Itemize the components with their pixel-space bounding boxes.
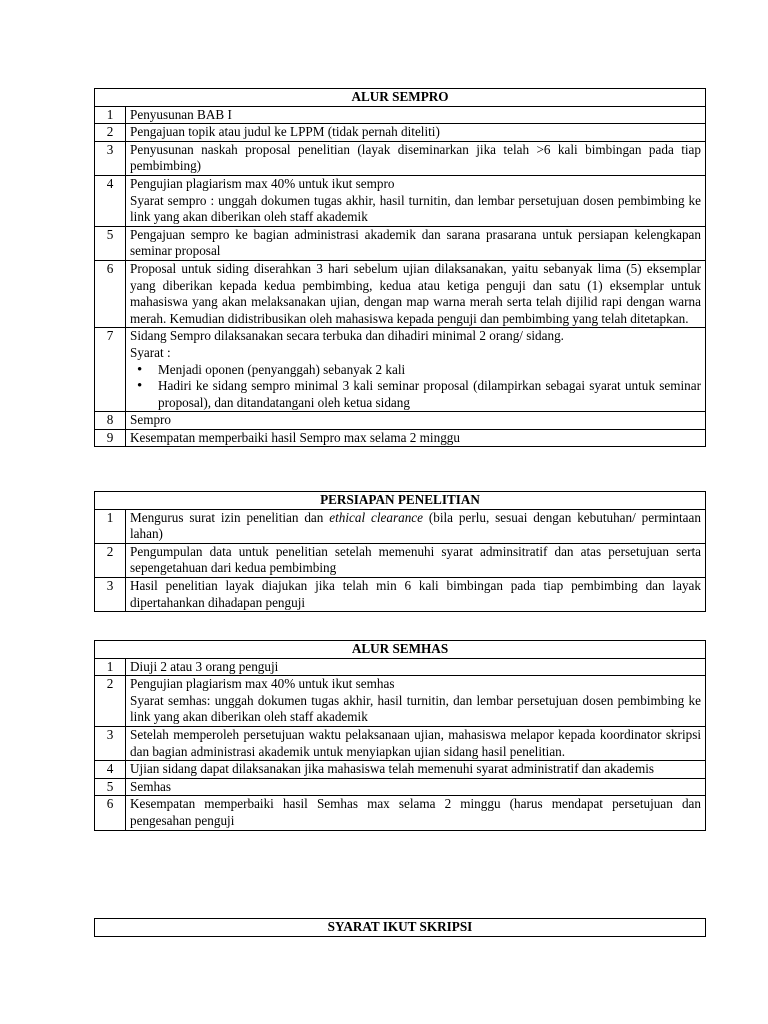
table-row bbox=[95, 328, 706, 412]
row-text-cell bbox=[126, 509, 706, 543]
table-syarat-ikut-skripsi bbox=[94, 918, 706, 937]
table-header-row bbox=[95, 641, 706, 659]
bullet-list bbox=[130, 362, 701, 412]
table-row bbox=[95, 226, 706, 260]
syarat-label: Syarat : bbox=[130, 344, 171, 360]
row-text: Diuji 2 atau 3 orang penguji bbox=[126, 658, 706, 676]
row-number: 1 bbox=[95, 106, 126, 124]
row-number: 1 bbox=[95, 658, 126, 676]
row-number: 4 bbox=[95, 761, 126, 779]
row-number: 6 bbox=[95, 260, 126, 327]
table-row bbox=[95, 141, 706, 175]
row-text: Penyusunan BAB I bbox=[126, 106, 706, 124]
table-row bbox=[95, 260, 706, 327]
row-text-italic: ethical clearance bbox=[329, 509, 423, 525]
table-row bbox=[95, 175, 706, 226]
table-alur-semhas bbox=[94, 640, 706, 831]
row-number: 5 bbox=[95, 226, 126, 260]
row-text: Pengujian plagiarism max 40% untuk ikut sempro bbox=[130, 175, 395, 191]
table-alur-sempro bbox=[94, 88, 706, 447]
table-persiapan-penelitian bbox=[94, 491, 706, 612]
table-row bbox=[95, 796, 706, 830]
table-header-row bbox=[95, 919, 706, 937]
row-text: Pengajuan sempro ke bagian administrasi akademik dan sarana prasarana untuk persiapan kelengkapan seminar proposal bbox=[126, 226, 706, 260]
table-row bbox=[95, 761, 706, 779]
table-row bbox=[95, 429, 706, 447]
row-text: Hasil penelitian layak diajukan jika telah min 6 kali bimbingan pada tiap pembimbing dan layak dipertahankan dihadapan penguji bbox=[126, 577, 706, 611]
table-title: PERSIAPAN PENELITIAN bbox=[95, 492, 706, 510]
table-row bbox=[95, 658, 706, 676]
row-text: Proposal untuk siding diserahkan 3 hari sebelum ujian dilaksanakan, yaitu sebanyak lima (5) eksemplar yang diberikan kepada kedua pembimbing, kedua atau ketiga penguji dan satu (1) eksemplar untuk mahasiswa yang akan melaksanakan ujian, dengan map warna merah serta telah dijilid rapi dengan warna merah. Kemudian didistribusikan oleh mahasiswa kepada penguji dan pembimbing yang telah ditetapkan. bbox=[126, 260, 706, 327]
row-text: Penyusunan naskah proposal penelitian (layak diseminarkan jika telah >6 kali bimbingan pada tiap pembimbing) bbox=[126, 141, 706, 175]
table-header-row bbox=[95, 89, 706, 107]
table-row bbox=[95, 676, 706, 727]
bullet-item: • Hadiri ke sidang sempro minimal 3 kali seminar proposal (dilampirkan sebagai syarat untuk seminar proposal), dan ditandatangani oleh ketua sidang bbox=[130, 378, 701, 411]
row-text: Setelah memperoleh persetujuan waktu pelaksanaan ujian, mahasiswa melapor kepada koordinator skripsi dan bagian administrasi akademik untuk menyiapkan ujian sidang hasil penelitian. bbox=[126, 726, 706, 760]
table-row bbox=[95, 412, 706, 430]
row-text: Pengujian plagiarism max 40% untuk ikut semhas bbox=[130, 676, 395, 692]
table-row bbox=[95, 778, 706, 796]
row-number: 7 bbox=[95, 328, 126, 412]
table-header-row bbox=[95, 492, 706, 510]
row-number: 3 bbox=[95, 577, 126, 611]
row-text: Ujian sidang dapat dilaksanakan jika mahasiswa telah memenuhi syarat administratif dan akademis bbox=[126, 761, 706, 779]
row-number: 4 bbox=[95, 175, 126, 226]
table-title: ALUR SEMPRO bbox=[95, 89, 706, 107]
row-number: 6 bbox=[95, 796, 126, 830]
row-text: Sempro bbox=[126, 412, 706, 430]
table-row bbox=[95, 543, 706, 577]
row-number: 3 bbox=[95, 141, 126, 175]
row-subtext: Syarat semhas: unggah dokumen tugas akhir, hasil turnitin, dan lembar persetujuan dosen pembimbing ke link yang akan diberikan oleh staff akademik bbox=[130, 692, 701, 725]
row-text-after: (bila perlu, sesuai dengan kebutuhan/ permintaan lahan) bbox=[130, 509, 701, 542]
table-row bbox=[95, 106, 706, 124]
row-number: 8 bbox=[95, 412, 126, 430]
row-subtext: Syarat sempro : unggah dokumen tugas akhir, hasil turnitin, dan lembar persetujuan dosen pembimbing ke link yang akan diberikan oleh staff akademik bbox=[130, 192, 701, 225]
table-row bbox=[95, 577, 706, 611]
row-text: Pengajuan topik atau judul ke LPPM (tidak pernah diteliti) bbox=[126, 124, 706, 142]
row-text: Sidang Sempro dilaksanakan secara terbuka dan dihadiri minimal 2 orang/ sidang. bbox=[130, 328, 564, 344]
table-row bbox=[95, 124, 706, 142]
table-row bbox=[95, 726, 706, 760]
table-title: ALUR SEMHAS bbox=[95, 641, 706, 659]
row-number: 2 bbox=[95, 124, 126, 142]
row-text: Kesempatan memperbaiki hasil Semhas max selama 2 minggu (harus mendapat persetujuan dan pengesahan penguji bbox=[126, 796, 706, 830]
table-row bbox=[95, 509, 706, 543]
row-text: Pengumpulan data untuk penelitian setelah memenuhi syarat adminsitratif dan atas persetujuan serta sepengetahuan dari kedua pembimbing bbox=[126, 543, 706, 577]
table-title: SYARAT IKUT SKRIPSI bbox=[95, 919, 706, 937]
row-text-cell bbox=[126, 175, 706, 226]
row-text-cell bbox=[126, 676, 706, 727]
row-text: Kesempatan memperbaiki hasil Sempro max selama 2 minggu bbox=[126, 429, 706, 447]
row-number: 1 bbox=[95, 509, 126, 543]
row-number: 2 bbox=[95, 676, 126, 727]
row-text-cell bbox=[126, 328, 706, 412]
row-text: Semhas bbox=[126, 778, 706, 796]
row-number: 9 bbox=[95, 429, 126, 447]
bullet-item: • Menjadi oponen (penyanggah) sebanyak 2 kali bbox=[130, 362, 701, 379]
row-number: 3 bbox=[95, 726, 126, 760]
row-text: Mengurus surat izin penelitian dan bbox=[130, 509, 330, 525]
row-number: 2 bbox=[95, 543, 126, 577]
row-number: 5 bbox=[95, 778, 126, 796]
